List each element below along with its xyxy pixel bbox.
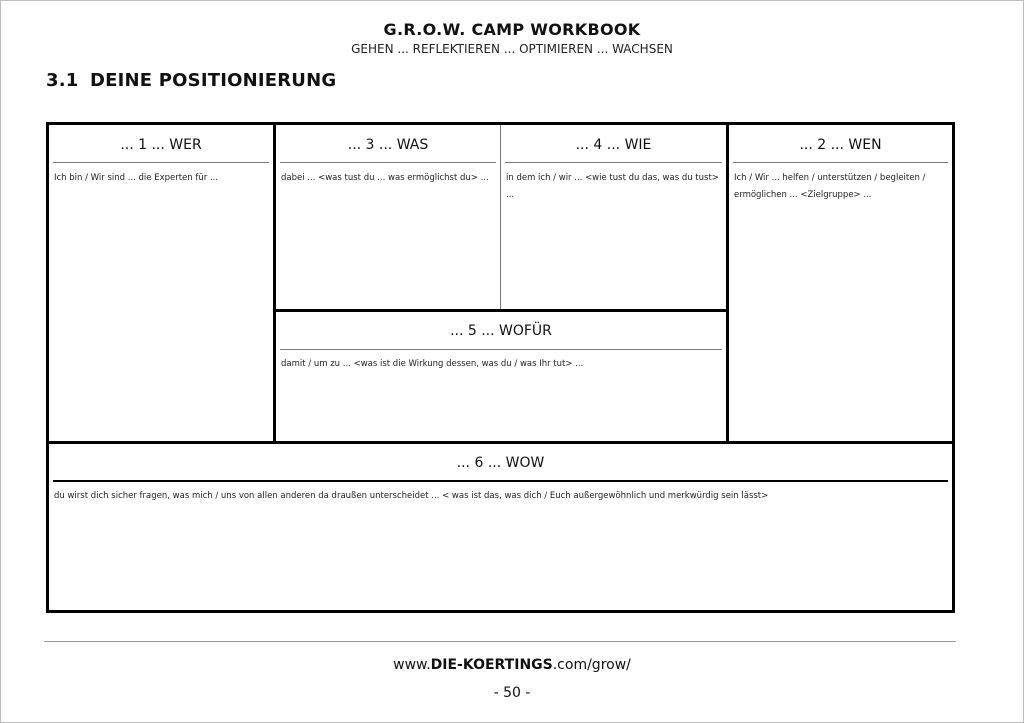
- cell-wow-text: du wirst dich sicher fragen, was mich / uns von allen anderen da draußen unterscheidet ... < was ist das, was dich / Euch außergewöhnlich und merkwürdig sein lässt>: [54, 491, 769, 501]
- footer-url[interactable]: [0, 657, 1024, 673]
- cell-wow[interactable]: [49, 444, 952, 610]
- cell-wow-rule: [53, 480, 948, 482]
- section-title: DEINE POSITIONIERUNG: [90, 70, 337, 91]
- cell-wofuer-rule: [280, 349, 722, 350]
- positioning-canvas: [46, 122, 955, 613]
- cell-wofuer-title: ... 5 ... WOFÜR: [450, 323, 552, 339]
- cell-wen[interactable]: [729, 125, 952, 441]
- workbook-title: G.R.O.W. CAMP WORKBOOK: [383, 20, 641, 39]
- section-heading: [46, 70, 336, 91]
- footer-url-brand: DIE-KOERTINGS: [430, 657, 553, 673]
- cell-wen-title: ... 2 ... WEN: [799, 137, 882, 153]
- cell-wen-rule: [733, 162, 948, 163]
- cell-was[interactable]: [276, 125, 500, 309]
- cell-wie-rule: [505, 162, 722, 163]
- section-number: 3.1: [46, 70, 79, 91]
- cell-wie-text: in dem ich / wir ... <wie tust du das, was du tust> ...: [506, 173, 719, 200]
- cell-was-title: ... 3 ... WAS: [347, 137, 429, 153]
- cell-wer-text: Ich bin / Wir sind ... die Experten für ...: [54, 173, 219, 183]
- cell-was-rule: [280, 162, 496, 163]
- page-number: - 50 -: [493, 685, 531, 701]
- cell-wie-title: ... 4 ... WIE: [575, 137, 652, 153]
- footer-rule: [44, 641, 956, 642]
- cell-was-text: dabei ... <was tust du ... was ermöglichst du> ...: [281, 173, 489, 183]
- cell-wie[interactable]: [501, 125, 726, 309]
- cell-wow-title: ... 6 ... WOW: [456, 455, 545, 471]
- footer-url-suffix: .com/grow/: [552, 657, 631, 673]
- cell-wen-text: Ich / Wir ... helfen / unterstützen / begleiten / ermöglichen ... <Zielgruppe> ...: [734, 173, 926, 200]
- cell-wofuer-text: damit / um zu ... <was ist die Wirkung dessen, was du / was Ihr tut> ...: [281, 359, 584, 369]
- cell-wer[interactable]: [49, 125, 273, 441]
- cell-wer-title: ... 1 ... WER: [120, 137, 202, 153]
- cell-wer-rule: [53, 162, 269, 163]
- workbook-subtitle: GEHEN ... REFLEKTIEREN ... OPTIMIEREN ... WACHSEN: [351, 42, 673, 56]
- footer-url-prefix: www.: [393, 657, 431, 673]
- cell-wofuer[interactable]: [276, 312, 726, 441]
